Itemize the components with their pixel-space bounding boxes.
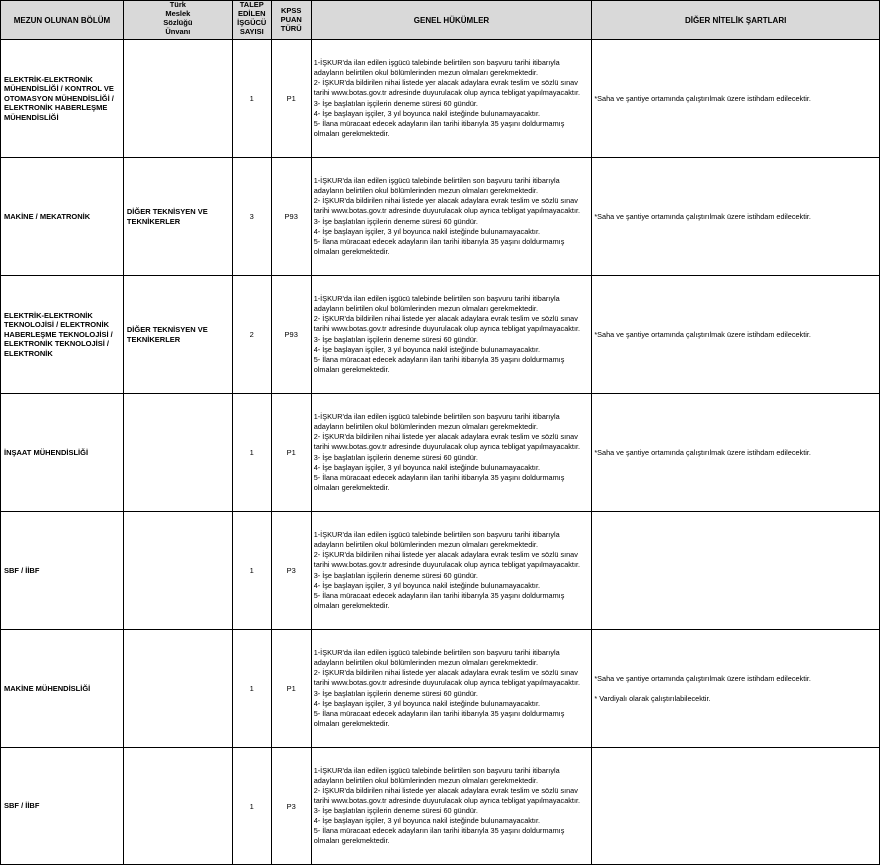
other-requirements-cell — [592, 512, 880, 630]
requested-count-cell: 1 — [232, 40, 271, 158]
general-rule: 4- İşe başlayan işçiler, 3 yıl boyunca nakil isteğinde bulunamayacaktır. — [313, 462, 541, 472]
requested-count-cell: 2 — [232, 276, 271, 394]
requested-count-cell: 3 — [232, 158, 271, 276]
general-rules-cell — [311, 40, 592, 158]
header-title-line: Türk — [169, 1, 186, 9]
requested-count-cell: 1 — [232, 748, 271, 865]
general-rule: 5- İlana müracaat edecek adayların ilan tarihi itibarıyla 35 yaşını doldurmamış olmaları gerekmektedir. — [313, 118, 565, 138]
header-title-line: Sözlüğü — [163, 18, 193, 27]
general-rules-cell — [311, 394, 592, 512]
general-rule: 4- İşe başlayan işçiler, 3 yıl boyunca nakil isteğinde bulunamayacaktır. — [313, 580, 541, 590]
header-title-line: Meslek — [165, 9, 191, 18]
header-count-line: EDİLEN — [238, 9, 266, 18]
department-cell: ELEKTRİK-ELEKTRONİK TEKNOLOJİSİ / ELEKTRONİK HABERLEŞME TEKNOLOJİSİ / ELEKTRONİK TEKNOLOJİSİ / ELEKTRONİK — [1, 276, 124, 394]
header-kpss-line: TÜRÜ — [280, 24, 302, 33]
header-department: MEZUN OLUNAN BÖLÜM — [1, 1, 124, 40]
general-rule: 2- İŞKUR'da bildirilen nihai listede yer alacak adaylara evrak teslim ve sözlü sınav tarihi www.botas.gov.tr adresinde duyurulacak olup ayrıca tebligat yapılmayacaktır. — [313, 668, 581, 688]
kpss-type-cell: P1 — [271, 394, 311, 512]
general-rule: 4- İşe başlayan işçiler, 3 yıl boyunca nakil isteğinde bulunamayacaktır. — [313, 344, 541, 354]
general-rule: 4- İşe başlayan işçiler, 3 yıl boyunca nakil isteğinde bulunamayacaktır. — [313, 226, 541, 236]
header-count-line: İŞGÜCÜ — [237, 18, 267, 27]
general-rule: 2- İŞKUR'da bildirilen nihai listede yer alacak adaylara evrak teslim ve sözlü sınav tarihi www.botas.gov.tr adresinde duyurulacak olup ayrıca tebligat yapılmayacaktır. — [313, 550, 581, 570]
general-rule: 3- İşe başlatılan işçilerin deneme süresi 60 gündür. — [313, 452, 478, 462]
general-rule: 5- İlana müracaat edecek adayların ilan tarihi itibarıyla 35 yaşını doldurmamış olmaları gerekmektedir. — [313, 826, 565, 846]
header-row — [1, 1, 880, 40]
other-requirement: * Vardiyalı olarak çalıştırılabilecektir. — [594, 693, 711, 703]
general-rule: 4- İşe başlayan işçiler, 3 yıl boyunca nakil isteğinde bulunamayacaktır. — [313, 108, 541, 118]
general-rule: 3- İşe başlatılan işçilerin deneme süresi 60 gündür. — [313, 688, 478, 698]
general-rule: 3- İşe başlatılan işçilerin deneme süresi 60 gündür. — [313, 570, 478, 580]
general-rule: 2- İŞKUR'da bildirilen nihai listede yer alacak adaylara evrak teslim ve sözlü sınav tarihi www.botas.gov.tr adresinde duyurulacak olup ayrıca tebligat yapılmayacaktır. — [313, 432, 581, 452]
header-other: DİĞER NİTELİK ŞARTLARI — [592, 1, 880, 40]
general-rule: 1-İŞKUR'da ilan edilen işgücü talebinde belirtilen son başvuru tarihi itibarıyla adayların belirtilen okul bölümlerinden mezun olmaları gerekmektedir. — [313, 412, 560, 432]
general-rule: 4- İşe başlayan işçiler, 3 yıl boyunca nakil isteğinde bulunamayacaktır. — [313, 698, 541, 708]
general-rules-cell — [311, 512, 592, 630]
general-rule: 1-İŞKUR'da ilan edilen işgücü talebinde belirtilen son başvuru tarihi itibarıyla adayların belirtilen okul bölümlerinden mezun olmaları gerekmektedir. — [313, 648, 560, 668]
occupation-title-cell — [123, 630, 232, 748]
general-rule: 5- İlana müracaat edecek adayların ilan tarihi itibarıyla 35 yaşını doldurmamış olmaları gerekmektedir. — [313, 590, 565, 610]
general-rule: 3- İşe başlatılan işçilerin deneme süresi 60 gündür. — [313, 216, 478, 226]
general-rule: 5- İlana müracaat edecek adayların ilan tarihi itibarıyla 35 yaşını doldurmamış olmaları gerekmektedir. — [313, 236, 565, 256]
requested-count-cell: 1 — [232, 512, 271, 630]
occupation-title-cell — [123, 512, 232, 630]
table-row — [1, 158, 880, 276]
department-cell: MAKİNE / MEKATRONİK — [1, 158, 124, 276]
general-rule: 1-İŞKUR'da ilan edilen işgücü talebinde belirtilen son başvuru tarihi itibarıyla adayların belirtilen okul bölümlerinden mezun olmaları gerekmektedir. — [313, 294, 560, 314]
other-requirement: *Saha ve şantiye ortamında çalıştırılmak üzere istihdam edilecektir. — [594, 447, 811, 457]
general-rule: 1-İŞKUR'da ilan edilen işgücü talebinde belirtilen son başvuru tarihi itibarıyla adayların belirtilen okul bölümlerinden mezun olmaları gerekmektedir. — [313, 176, 560, 196]
table-row — [1, 40, 880, 158]
department-cell: SBF / İİBF — [1, 748, 124, 865]
general-rules-cell — [311, 158, 592, 276]
other-requirements-cell — [592, 40, 880, 158]
general-rule: 5- İlana müracaat edecek adayların ilan tarihi itibarıyla 35 yaşını doldurmamış olmaları gerekmektedir. — [313, 472, 565, 492]
general-rule: 3- İşe başlatılan işçilerin deneme süresi 60 gündür. — [313, 334, 478, 344]
requested-count-cell: 1 — [232, 394, 271, 512]
other-requirement: *Saha ve şantiye ortamında çalıştırılmak üzere istihdam edilecektir. — [594, 211, 811, 221]
kpss-type-cell: P93 — [271, 276, 311, 394]
requested-count-cell: 1 — [232, 630, 271, 748]
department-cell: İNŞAAT MÜHENDİSLİĞİ — [1, 394, 124, 512]
general-rule: 3- İşe başlatılan işçilerin deneme süresi 60 gündür. — [313, 806, 478, 815]
kpss-type-cell: P1 — [271, 40, 311, 158]
table-row — [1, 276, 880, 394]
general-rules-cell — [311, 748, 592, 865]
header-kpss — [271, 1, 311, 40]
table-row — [1, 512, 880, 630]
general-rule: 4- İşe başlayan işçiler, 3 yıl boyunca nakil isteğinde bulunamayacaktır. — [313, 816, 541, 826]
header-general: GENEL HÜKÜMLER — [311, 1, 592, 40]
other-requirement: *Saha ve şantiye ortamında çalıştırılmak üzere istihdam edilecektir. — [594, 673, 811, 683]
other-requirements-cell — [592, 276, 880, 394]
occupation-title-cell: DİĞER TEKNİSYEN VE TEKNİKERLER — [123, 158, 232, 276]
department-cell: SBF / İİBF — [1, 512, 124, 630]
department-cell: MAKİNE MÜHENDİSLİĞİ — [1, 630, 124, 748]
table-row — [1, 630, 880, 748]
other-requirements-cell — [592, 748, 880, 865]
header-kpss-line: KPSS — [280, 6, 302, 15]
other-requirement: *Saha ve şantiye ortamında çalıştırılmak üzere istihdam edilecektir. — [594, 93, 811, 103]
kpss-type-cell: P3 — [271, 748, 311, 865]
header-count — [232, 1, 271, 40]
kpss-type-cell: P1 — [271, 630, 311, 748]
general-rule: 1-İŞKUR'da ilan edilen işgücü talebinde belirtilen son başvuru tarihi itibarıyla adayların belirtilen okul bölümlerinden mezun olmaları gerekmektedir. — [313, 765, 560, 785]
other-requirements-cell — [592, 158, 880, 276]
general-rule: 2- İŞKUR'da bildirilen nihai listede yer alacak adaylara evrak teslim ve sözlü sınav tarihi www.botas.gov.tr adresinde duyurulacak olup ayrıca tebligat yapılmayacaktır. — [313, 78, 581, 98]
header-kpss-line: PUAN — [280, 15, 302, 24]
header-count-line: SAYISI — [239, 27, 264, 36]
general-rules-cell — [311, 276, 592, 394]
general-rule: 3- İşe başlatılan işçilerin deneme süresi 60 gündür. — [313, 98, 478, 108]
general-rule: 1-İŞKUR'da ilan edilen işgücü talebinde belirtilen son başvuru tarihi itibarıyla adayların belirtilen okul bölümlerinden mezun olmaları gerekmektedir. — [313, 58, 560, 78]
occupation-title-cell — [123, 748, 232, 865]
other-requirements-cell — [592, 394, 880, 512]
general-rule: 5- İlana müracaat edecek adayların ilan tarihi itibarıyla 35 yaşını doldurmamış olmaları gerekmektedir. — [313, 708, 565, 728]
department-cell: ELEKTRİK-ELEKTRONİK MÜHENDİSLİĞİ / KONTROL VE OTOMASYON MÜHENDİSLİĞİ / ELEKTRONİK HABERLEŞME MÜHENDİSLİĞİ — [1, 40, 124, 158]
general-rule: 2- İŞKUR'da bildirilen nihai listede yer alacak adaylara evrak teslim ve sözlü sınav tarihi www.botas.gov.tr adresinde duyurulacak olup ayrıca tebligat yapılmayacaktır. — [313, 314, 581, 334]
kpss-type-cell: P3 — [271, 512, 311, 630]
general-rule: 2- İŞKUR'da bildirilen nihai listede yer alacak adaylara evrak teslim ve sözlü sınav tarihi www.botas.gov.tr adresinde duyurulacak olup ayrıca tebligat yapılmayacaktır. — [313, 196, 581, 216]
header-title-line: Ünvanı — [165, 27, 191, 36]
header-title — [123, 1, 232, 40]
other-requirement: *Saha ve şantiye ortamında çalıştırılmak üzere istihdam edilecektir. — [594, 329, 811, 339]
table-row — [1, 748, 880, 865]
occupation-title-cell — [123, 394, 232, 512]
other-requirements-cell — [592, 630, 880, 748]
header-count-line: TALEP — [239, 1, 264, 9]
general-rule: 2- İŞKUR'da bildirilen nihai listede yer alacak adaylara evrak teslim ve sözlü sınav tarihi www.botas.gov.tr adresinde duyurulacak olup ayrıca tebligat yapılmayacaktır. — [313, 785, 581, 805]
table-row — [1, 394, 880, 512]
general-rule: 5- İlana müracaat edecek adayların ilan tarihi itibarıyla 35 yaşını doldurmamış olmaları gerekmektedir. — [313, 354, 565, 374]
general-rules-cell — [311, 630, 592, 748]
occupation-title-cell — [123, 40, 232, 158]
general-rule: 1-İŞKUR'da ilan edilen işgücü talebinde belirtilen son başvuru tarihi itibarıyla adayların belirtilen okul bölümlerinden mezun olmaları gerekmektedir. — [313, 530, 560, 550]
occupation-title-cell: DİĞER TEKNİSYEN VE TEKNİKERLER — [123, 276, 232, 394]
kpss-type-cell: P93 — [271, 158, 311, 276]
